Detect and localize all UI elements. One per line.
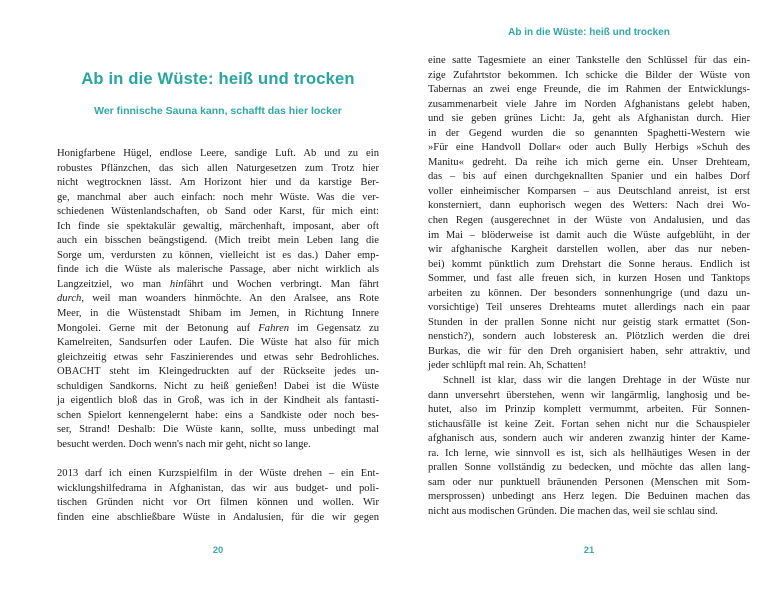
text-line: sam oder nur punktuell bräunenden Personen (Menschen mit Som- [428,476,750,488]
text-line: Schnell ist klar, dass wir die langen Drehtage in der Wüste nur [443,375,750,387]
text-line: in der Gegend wurden die so genannten Spaghetti-Western wie [428,127,750,139]
text-line: voller einheimischer Komparsen – aus Deutschland anreist, ist erst [428,185,750,197]
text-line: arbeiten zu können. Der besonders sonnenhungrige (und dazu un- [428,287,750,299]
text-line: vorsichtige) Teil unseres Drehteams mutet allerdings nach ein paar [428,302,750,314]
text-line: prallen Sonne vollständig zu bedecken, und möchte das allen lang- [428,462,750,474]
text-line: tischen Gründen nicht vor Ort filmen können und wollen. Wir [57,497,379,509]
text-line: finden eine abschließbare Wüste in Andalusien, für die wir gegen [57,511,379,523]
text-line: mersprossen) unbedingt ans Herz legen. Die Beduinen machen das [428,491,750,503]
text-line: besucht werden. Doch wenn's nach mir geht, nicht so lange. [57,438,311,450]
text-line: ra. Ich lerne, wie sinnvoll es ist, sich als hellhäutiges Wesen in der [428,447,750,459]
page-number-right: 21 [583,545,595,556]
paragraph [428,374,750,519]
paragraph [57,147,379,452]
text-line: ja eigentlich bloß das in Groß, was ich in der Kindheit als fantasti- [57,395,379,407]
text-line: gleichzeitig etwas sehr Faszinierendes und etwas sehr Bedrohliches. [57,351,379,363]
text-line: auch ein bisschen beängstigend. (Mich treibt mein Leben lang die [57,235,379,247]
text-line: und sie geben grünes Licht: Ja, geht als Afghanistan durch. Hier [428,113,750,125]
text-line: im Mai – blöderweise ist damit auch die Wüste aufgeblüht, in der [428,229,750,241]
page-right [388,0,776,600]
text-line: stichausfälle ist keine Zeit. Fortan sehen nicht nur die Schauspieler [428,418,750,430]
text-line: finde ich die Wüste als malerische Passage, aber nicht wirklich als [57,264,379,276]
text-line: Ich finde sie spektakulär gewaltig, märchenhaft, imposant, aber oft [57,220,379,232]
text-line: hutet, also im Prinzip komplett vermummt, arbeiten. Für Sonnen- [428,404,750,416]
text-line: Langzeitziel, wo man hinfährt und Wochen verbringt. Man fährt [57,278,379,290]
text-line: Honigfarbene Hügel, endlose Leere, sandige Luft. Ab und zu ein [57,148,379,159]
text-line: »Für eine Handvoll Dollar« oder auch Bully Herbigs »Schuh des [428,142,750,154]
text-line: wir afghanische Kargheit darstellen wollen, aber das nur neben- [428,244,750,256]
running-header: Ab in die Wüste: heiß und trocken [508,27,670,38]
text-line: Stunden in der prallen Sonne nicht nur geistig stark ermattet (Son- [428,316,750,328]
paragraph [428,54,750,374]
text-line: nenstich?), sondern auch lobsteresk an. Plötzlich werden die drei [428,331,750,343]
text-line: OBACHT steht im Kleingedruckten auf der Rückseite jedes un- [57,366,379,378]
text-line: 2013 darf ich einen Kurzspielfilm in der Wüste drehen – ein Ent- [57,468,379,480]
text-line: Sommer, und fast alle freuen sich, in kurzen Hosen und Tanktops [428,273,750,285]
text-line: Sorge um, verdursten zu können, vielleicht ist es das.) Daher emp- [57,249,379,261]
text-line: wicklungshilfedrama in Afghanistan, das wir aus budget- und poli- [57,482,379,494]
text-line: zusammenarbeit viele Jahre im Norden Afghanistans gelebt haben, [428,98,750,110]
paragraph [57,467,379,525]
text-line: nicht wegtrocknen lässt. Am Horizont hier und da karstige Ber- [57,177,379,189]
text-line: dann unversehrt überstehen, wenn wir langärmlig, langhosig und be- [428,389,750,401]
chapter-title: Ab in die Wüste: heiß und trocken [81,70,355,88]
text-line: bei) kommt pünktlich zum Drehstart die Sonne heraus. Endlich ist [428,258,750,270]
text-line: zige Zufahrtstor bekommen. Ich schicke die Bilder der Wüste von [428,69,750,81]
text-line: das – bis auf einen durchgeknallten Spanier und ein halbes Dorf [428,171,750,183]
text-line: schuldigen Sandkorns. Nicht zu heiß genießen! Dabei ist die Wüste [57,380,379,392]
text-line: ser, Strand! Deshalb: Die Wüste kann, sollte, muss unbedingt mal [57,424,379,436]
text-line: afghanisch aus, sondern auch wir anderen zwanzig hinter der Kame- [428,433,750,445]
text-line: eine satte Tagesmiete an einer Tankstelle den Schlüssel für das ein- [428,55,750,66]
page-left-body [57,147,379,525]
text-line: Kamelreiten, Sandsurfen oder Laufen. Die Wüste hat also für mich [57,337,379,349]
page-right-body [428,54,750,520]
text-line: chen Regen (ausgerechnet in der Wüste von Andalusien, und das [428,215,750,227]
text-line: Burkas, die wir für den Dreh organisiert haben, sehr attraktiv, und [428,345,750,357]
text-line: Tabernas an zwei enge Freunde, die im Rahmen der Entwicklungs- [428,84,750,96]
text-line: ge, manchmal aber auch einfach: noch mehr Wüste. Was die ver- [57,191,379,203]
text-line: jeder schlüpft mal rein. Ah, Schatten! [428,360,587,372]
text-line: schiedenen Wüstenlandschaften, ob Sand oder Karst, für mich eint: [57,206,379,218]
chapter-subtitle: Wer finnische Sauna kann, schafft das hier locker [94,105,342,117]
text-line: Mongolei. Gerne mit der Betonung auf Fahren im Gegensatz zu [57,322,379,334]
text-line: nicht aus modischen Gründen. Die machen das, weil sie schlau sind. [428,505,718,517]
page-number-left: 20 [212,545,224,556]
text-line: schen Spielort kennengelernt habe: eins a Sandkiste oder noch bes- [57,409,379,421]
text-line: Manitu« gedreht. Da reihe ich mich gerne ein. Unser Drehteam, [428,156,750,168]
text-line: durch, weil man woanders hinmöchte. An den Aralsee, ans Rote [57,293,379,305]
text-line: robustes Pflänzchen, das sich allen Naturgesetzen zum Trotz hier [57,162,379,174]
text-line: Meer, in die Wüstenstadt Shibam im Jemen, in Richtung Innere [57,308,379,320]
text-line: konsterniert, dann euphorisch wegen des Wetters: Nach drei Wo- [428,200,750,212]
